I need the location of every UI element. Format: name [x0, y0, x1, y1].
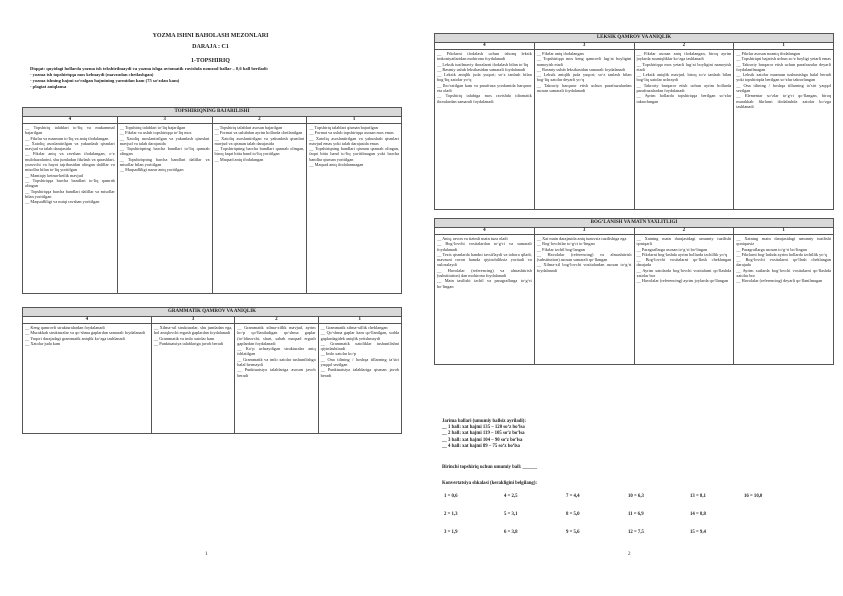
penalty-block [442, 419, 822, 450]
criteria-item: __ Punktuatsiya talablariga asosan javob beradi [237, 367, 316, 378]
criteria-item: __ Leksik tuzilmaviy iboralarni ifodalash bilan to‘liq [437, 61, 529, 67]
criteria-item: __ Xatoliq asoslantirilgan va yakunlash qismlari mavjud emas yoki talab darajasida emas [309, 135, 399, 146]
criteria-item: __ Yuqori darajadagi grammatik aniqlik ko‘zga tashlanadi [25, 335, 125, 341]
conversion-row [444, 512, 824, 524]
criteria-item: __ Fikrlar izchil bog‘langan [536, 246, 585, 252]
criteria-cell [435, 235, 535, 365]
criteria-item: __ Xatolar juda kam [25, 340, 61, 346]
section-heading: GRAMMATIK QAMROV VA ANIQLIK [23, 308, 402, 317]
grammar-table [22, 307, 402, 434]
score-header: 3 [151, 317, 234, 324]
criteria-item: __ Tezis qismlarda bandni tavsiflaydi va tobora qiladi, mavzuni ravon hamda qiyinchiliksiz yoritadi va xulosalaydi [437, 251, 532, 268]
criteria-item: __ Grammatik xilma-xillik cheklangan [320, 325, 388, 330]
conversion-value: 16 = 10,0 [744, 494, 763, 499]
page-1 [0, 0, 421, 596]
criteria-item: __ Bog‘lovchilar to‘g‘ri to‘lingan [536, 241, 595, 247]
criteria-item: __ Xilma-xil strukturalar, shu jumladan ega, hol aniqlovchi ergash gaplardan foydalanadi [153, 325, 233, 336]
warning-note [30, 66, 410, 90]
criteria-item: __ Punktuatsiya talablariga javob beradi [153, 340, 224, 346]
criteria-item: __ Topshiriq talablari asosan bajarilgan [214, 125, 283, 130]
score-header: 3 [534, 43, 634, 50]
criteria-item: __ Topshiriqqa barcha bandlari to‘liq qamrab olingan [25, 177, 115, 189]
criteria-cell [734, 235, 834, 365]
penalty-item: __ 1 ball: xat hajmi 135 – 120 so‘z bo‘lsa [442, 425, 525, 431]
score-header: 1 [734, 43, 834, 50]
total-score-label: Birinchi topshiriq uchun umumiy ball: ______ [442, 465, 538, 470]
criteria-item: __ Havolalar (referencing) va almashtirish (substitution) asosan samarali qo‘llangan [536, 251, 632, 263]
conversion-value: 5 = 3,1 [504, 512, 518, 517]
criteria-item: __ Xilma-xil bog‘lovchi vositalardan asosan to‘g‘ri foydalanadi [536, 262, 632, 273]
criteria-item: __ Xatoliq asoslantirilgan va yakunlash qismlari mavjud va talab darajasida [25, 140, 115, 152]
score-header: 4 [23, 117, 118, 124]
criteria-item: __ Mantiqiy ketma-ketlik mavjud [25, 172, 83, 178]
criteria-item: __ Qo‘shma gaplar kam qo‘llanilgan, sodda gaplardagidek aniqlik yetishmaydi [320, 330, 399, 341]
criteria-item: __ Aniq, ravon va tizimli matn tuza oladi [437, 236, 508, 241]
section-heading: TOPSHIRIQNING BAJARILISHI [23, 108, 402, 117]
criteria-cell [534, 235, 634, 365]
criteria-item: __ Havolalar (referencing) va almashtirish (substitution) dan mohirona foydalanadi [437, 267, 532, 279]
criteria-item: __ Fikrlar asosan aniq ifodalangan, biroq ayrim joylarda noaniqliklar ko‘zga tashlanadi [636, 51, 732, 62]
criteria-item: __ Grammatik va imlo xatolar tushunilishga halal bermaydi [237, 356, 316, 368]
criteria-item: __ Leksik aniqlik juda yuqori; so‘z tanlash bilan bog‘liq xatolar yo‘q [437, 72, 532, 83]
criteria-cell [23, 124, 118, 294]
coherence-table [434, 218, 834, 365]
criteria-item: __ Fikrlar aniq va ravshan ifodalangan, o‘z mulohazalarini, shu jumladan fikrlash va qarashlari, yozuvchi va hayot tajribasidan olingan dalillar va misollar bilan to‘liq yoritilgan [25, 151, 115, 173]
criteria-item: __ Murakkab strukturalar va qo‘shma gaplardan samarali foydalanadi [25, 330, 145, 336]
criteria-cell [212, 124, 307, 294]
criteria-item: __ Format va uslubdan ayrim hollarda chetlanilgan [214, 130, 303, 136]
criteria-item: __ Fikrlarni bog‘lashda ayrim hollarda izchillik yo‘q [636, 251, 728, 257]
criteria-item: __ Bog‘lovchi vositalarni qo‘llash cheklangan darajada [636, 257, 732, 268]
criteria-item: __ Takroriy barqaror etish uchun ayrim hollarda parafrazalardan foydalanadi [636, 82, 732, 94]
conversion-value: 6 = 3,8 [504, 530, 518, 535]
conversion-row [444, 530, 824, 542]
criteria-cell [117, 124, 212, 294]
criteria-item: __ Keng qamrovli strukturalardan foydalanadi [25, 325, 105, 330]
criteria-item: __ Grammatik xilma-xillik mavjud, ayrim ko‘p qo‘llaniladigan qo‘shma gaplar (to‘ldiruvchi, shart, sabab maqsad ergash gaplardan foydalanadi [237, 325, 316, 346]
conversion-value: 15 = 9,4 [690, 530, 706, 535]
criteria-cell [435, 50, 535, 210]
criteria-cell [318, 324, 401, 434]
criteria-item: __ Leksik aniqlik mavjud, biroq so‘z tanlash bilan bog‘liq xatolar uchraydi [636, 72, 732, 83]
criteria-item: __ Takroriy barqaror etish uchun parafrazalar deyarli foydalanilmagan [736, 61, 831, 72]
criteria-item: __ Xatning matn darajasidagi umumiy tuzilishi qoniqarli [636, 236, 732, 247]
criteria-item: __ Topshiriqqa barcha bandlari dalillar va misollar bilan yoritilgan [25, 188, 115, 199]
conversion-value: 8 = 5,0 [566, 512, 580, 517]
criteria-item: __ Topshiriq talablari to‘liq va mukammal bajarilgan [25, 125, 115, 136]
conversion-value: 9 = 5,6 [566, 530, 580, 535]
note-line: - yozma ishning hajmi so‘ralgan hajmining yarmidan kam (75 so‘zdan kam) [30, 78, 180, 83]
criteria-item: __ Topshiriqning bandlari qisman qamrab olingan, faqat bitta band to‘liq yoritilmagan yoki barcha bandlar qisman yoritilgan [309, 146, 399, 162]
note-line: - yozma ish topshiriqqa mos kelmaydi (mavzudan chetlashgan) [30, 72, 154, 77]
criteria-cell [534, 50, 634, 210]
conversion-value: 3 = 1,9 [444, 530, 458, 535]
criteria-cell [734, 50, 834, 210]
criteria-item: __ Xatoliq asoslantirilgan va yakunlash qismlari mavjud va qisman talab darajasida [214, 135, 305, 146]
criteria-item: __ Maqsadliligi va nutqi ravshan yoritilgan [25, 199, 100, 205]
score-header: 3 [534, 228, 634, 235]
criteria-item: __ Topshiriqqa mos keng qamrovli lug‘at boyligini namoyish etadi [536, 56, 632, 67]
conversion-value: 14 = 8,8 [690, 512, 706, 517]
criteria-item: __ Grammatik xatoliklar tushunilishni qiyinlashtiradi [320, 340, 399, 352]
lexis-table [434, 33, 834, 210]
page-2 [422, 0, 843, 596]
criteria-item: __ Bog‘lovchi vositalardan to‘g‘ri va samarali foydalanadi [437, 241, 532, 252]
score-header: 4 [435, 228, 535, 235]
criteria-item: __ Ko‘p uchraydigan strukturalar aniq ishlatilgan [237, 346, 316, 357]
criteria-item: __ Imlo xatolar ko‘p [320, 351, 357, 357]
penalty-item: __ 4 ball: xat hajmi 89 – 75 so‘z bo‘lsa [442, 443, 520, 449]
criteria-item: __ Ibo‘ratilgan kam va parafraza yordamida barqaror eta oladi [437, 82, 532, 94]
criteria-item: __ Elementar so‘zlar to‘g‘ri qo‘llangan, biroq murakkab fikrlarni ifodalashda xatolar ko‘zga tashlanadi [736, 93, 831, 109]
criteria-item: __ Topshiriqni bajarish uchun so‘z boyligi yetarli emas [736, 56, 831, 62]
criteria-item: __ Ona tilining / boshqa tillarning ta’siri yaqqol sezilgan [736, 82, 831, 94]
criteria-cell [23, 324, 152, 434]
criteria-item: __ Xatning matn darajasidagi umumiy tuzilishi qoniqarsiz [736, 236, 831, 247]
criteria-item: __ Rasmiy uslub leksikasidan samarali foydalanadi [437, 66, 526, 72]
score-header: 3 [117, 117, 212, 124]
criteria-item: __ Takroriy barqaror etish uchun parafrazalardan asosan samarali foydalanadi [536, 82, 632, 94]
score-header: 2 [235, 317, 318, 324]
criteria-item: __ Topshiriqning barcha bandlari qamrab olingan, biroq faqat bitta band to‘liq yoritilgan [214, 146, 305, 157]
criteria-item: __ Ayrim xatlarda bog‘lovchi vositalarni qo‘llashda xatolar bor [736, 267, 831, 279]
criteria-item: __ Xat matn darajasida aniq tuzuvsiz tuzilishiga ega [536, 236, 627, 241]
conversion-title: Konvertatsiya shkalasi (kerakligini belgilang): [442, 481, 538, 486]
criteria-item: __ Maqsadliligi nazar aniq yoritilgan [119, 167, 184, 173]
criteria-item: __ Topshiriq talablari qisman bajarilgan [309, 125, 378, 130]
criteria-item: __ Fikrlar aniq ifodalangan [536, 51, 584, 56]
document-title: YOZMA ISHNI BAHOLASH MEZONLARI [152, 33, 269, 39]
criteria-item: __ Fikrlarni bog‘lashda ayrim hollarda izchillik yo‘q [736, 251, 827, 257]
criteria-item: __ Ayrim hollarda topshiriqqa berilgan so‘zlar takrorlangan [636, 93, 732, 104]
criteria-item: __ Punktuatsiya talablariga qisman javob beradi [320, 367, 399, 378]
conversion-scale [444, 494, 824, 542]
criteria-item: __ Grammatik va imlo xatolar kam [153, 335, 215, 341]
criteria-item: __ Ayrim xatolarda bog‘lovchi vositalarni qo‘llashda xatolar bor [636, 267, 732, 279]
penalty-heading: Jarima ballari (umumiy ballsiz ayriladi): [442, 419, 526, 424]
criteria-item: __ Ona tilining / boshqa tillarning ta’siri yaqqol sezilgan [320, 356, 399, 368]
criteria-item: __ Maqsad aniq ifodalanmagan [309, 162, 364, 168]
criteria-item: __ Havolalar (referencing) ayrim joylarda qo‘llangan [636, 278, 729, 284]
criteria-item: __ Paragraflarga asosan to‘g‘ri bo‘lingan [736, 246, 807, 252]
score-header: 2 [634, 43, 734, 50]
criteria-item: __ Fikrlar asosan noaniq ifodalangan [736, 51, 800, 56]
score-header: 2 [212, 117, 307, 124]
criteria-item: __ Format va uslub topshiriqqa asosan mos emas [309, 130, 394, 136]
task-label: 1-TOPSHIRIQ [191, 58, 230, 64]
score-header: 4 [23, 317, 152, 324]
level-label: DARAJA : C1 [192, 44, 229, 50]
criteria-cell [634, 235, 734, 365]
criteria-item: __ Leksik aniqlik juda yuqori; so‘z tanlash bilan bog‘liq xatolar deyarli yo‘q [536, 72, 632, 83]
criteria-item: __ Xatoliq asoslantirilgan va yakunlash qismlari mavjud va talab darajasida [119, 135, 210, 146]
page-number: 2 [628, 552, 631, 557]
conversion-value: 11 = 6,9 [628, 512, 644, 517]
criteria-item: __ Paragraflarga asosan to‘g‘ri bo‘lingan [636, 246, 708, 252]
penalty-item: __ 2 ball: xat hajmi 119 – 105 so‘z bo‘lsa [442, 431, 525, 437]
conversion-row [444, 494, 824, 506]
conversion-value: 4 = 2,5 [504, 494, 518, 499]
score-header: 1 [318, 317, 401, 324]
score-header: 1 [734, 228, 834, 235]
criteria-item: __ Maqsad aniq ifodalangan [214, 156, 264, 162]
criteria-item: __ Rasmiy uslub leksikasidan samarali foydalanadi [536, 66, 625, 72]
conversion-value: 13 = 8,1 [690, 494, 706, 499]
criteria-item: __ Topshiriqning barcha bandlari to‘liq qamrab olingan [119, 146, 210, 157]
criteria-cell [151, 324, 234, 434]
criteria-item: __ Leksik xatolar mazmun tushunishga halal beradi yoki topshiriqda berilgan so‘zlar takrorlangan [736, 72, 831, 83]
criteria-cell [307, 124, 402, 294]
conversion-value: 7 = 4,4 [566, 494, 580, 499]
criteria-item: __ Topshiriq talabiga mos ravishda idiomatik iboralardan samarali foydalanadi [437, 93, 532, 104]
penalty-item: __ 3 ball: xat hajmi 104 – 90 so‘z bo‘lsa [442, 437, 523, 443]
score-header: 2 [634, 228, 734, 235]
criteria-item: __ Topshiriqqa mos yetarli lug‘at boyligini namoyish etadi [636, 61, 732, 72]
note-line: - plagiat aniqlansa [30, 84, 67, 89]
criteria-item: __ Fikrlarni ifodalash uchun ishonq leksik imkoniyatlaridan mohirona foydalanadi [437, 51, 532, 62]
criteria-item: __ Fikrlar va mazmun to‘liq va aniq ifodalangan [25, 135, 109, 141]
score-header: 4 [435, 43, 535, 50]
criteria-item: __ Havolalar (referencing) deyarli qo‘llanilmagan [736, 278, 823, 284]
note-line: Diqqat: quyidagi hollarda yozma ish tekshirilmaydi va yozma ishga avtomatik ravishda nomzod ballar – 0,6 ball beriladi: [30, 66, 269, 71]
task-achievement-table [22, 107, 402, 294]
conversion-value: 10 = 6,3 [628, 494, 644, 499]
criteria-cell [235, 324, 318, 434]
conversion-value: 12 = 7,5 [628, 530, 644, 535]
criteria-cell [634, 50, 734, 210]
conversion-value: 2 = 1,3 [444, 512, 458, 517]
criteria-item: __ Topshiriqning barcha bandlari dalillar va misollar bilan yoritilgan [119, 156, 210, 168]
criteria-item: __ Topshiriq talablari to‘liq bajarilgan [119, 125, 186, 130]
criteria-item: __ Matn tasilishi izchil va paragraflarga to‘g‘ri bo‘lingan [437, 278, 532, 289]
score-header: 1 [307, 117, 402, 124]
section-heading: LEKSIK QAMROV VA ANIQLIK [435, 34, 834, 43]
criteria-item: __ Bog‘lovchi vositalarni qo‘llash cheklangan darajada [736, 257, 831, 268]
criteria-item: __ Fikrlar va uslub topshiriqqa to‘liq mos [119, 130, 192, 136]
section-heading: BOG‘LANISH VA MATN YAXLITLIGI [435, 219, 834, 228]
conversion-value: 1 = 0,6 [444, 494, 458, 499]
page-number: 1 [205, 552, 208, 557]
